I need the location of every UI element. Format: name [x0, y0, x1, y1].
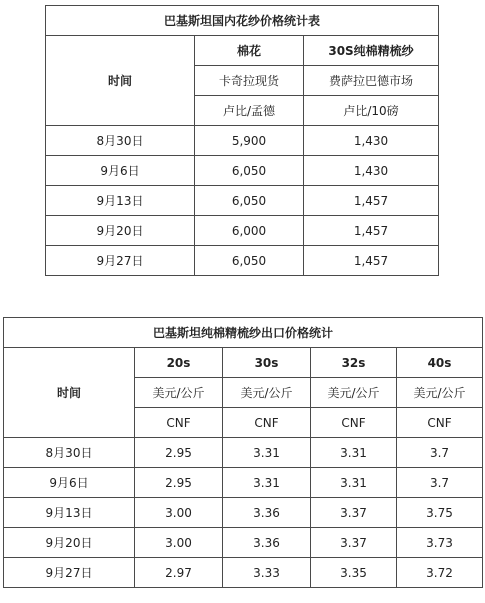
- cotton-price-cell: 6,050: [195, 186, 304, 216]
- yarn-price-cell: 1,457: [304, 246, 439, 276]
- terms-cell: CNF: [311, 408, 397, 438]
- date-cell: 9月20日: [4, 528, 135, 558]
- table-row: [46, 186, 439, 216]
- unit-cell: 美元/公斤: [311, 378, 397, 408]
- cotton-price-cell: 5,900: [195, 126, 304, 156]
- domestic-price-table: [45, 5, 439, 276]
- date-cell: 9月27日: [4, 558, 135, 588]
- count-header-40s: 40s: [397, 348, 483, 378]
- price-cell: 3.36: [223, 498, 311, 528]
- table-row: [4, 528, 483, 558]
- terms-cell: CNF: [223, 408, 311, 438]
- table-row: [46, 126, 439, 156]
- table-row: [4, 558, 483, 588]
- table-row: [4, 498, 483, 528]
- table-row: [4, 438, 483, 468]
- yarn-unit: 卢比/10磅: [304, 96, 439, 126]
- table-row: [4, 468, 483, 498]
- price-cell: 2.97: [135, 558, 223, 588]
- unit-cell: 美元/公斤: [135, 378, 223, 408]
- date-cell: 9月27日: [46, 246, 195, 276]
- yarn-header: 30S纯棉精梳纱: [304, 36, 439, 66]
- price-cell: 3.35: [311, 558, 397, 588]
- price-cell: 3.37: [311, 498, 397, 528]
- price-cell: 3.36: [223, 528, 311, 558]
- terms-cell: CNF: [135, 408, 223, 438]
- price-cell: 3.33: [223, 558, 311, 588]
- count-header-20s: 20s: [135, 348, 223, 378]
- date-cell: 9月13日: [46, 186, 195, 216]
- time-header: 时间: [4, 348, 135, 438]
- date-cell: 9月6日: [46, 156, 195, 186]
- cotton-header: 棉花: [195, 36, 304, 66]
- cotton-unit: 卢比/孟德: [195, 96, 304, 126]
- price-cell: 3.75: [397, 498, 483, 528]
- price-cell: 3.00: [135, 528, 223, 558]
- cotton-price-cell: 6,000: [195, 216, 304, 246]
- table-title: 巴基斯坦纯棉精梳纱出口价格统计: [4, 318, 483, 348]
- yarn-price-cell: 1,430: [304, 156, 439, 186]
- cotton-market: 卡奇拉现货: [195, 66, 304, 96]
- unit-cell: 美元/公斤: [223, 378, 311, 408]
- price-cell: 3.7: [397, 468, 483, 498]
- price-cell: 3.72: [397, 558, 483, 588]
- price-cell: 3.00: [135, 498, 223, 528]
- price-cell: 3.31: [311, 438, 397, 468]
- count-header-32s: 32s: [311, 348, 397, 378]
- table-row: [46, 246, 439, 276]
- price-cell: 3.73: [397, 528, 483, 558]
- unit-cell: 美元/公斤: [397, 378, 483, 408]
- cotton-price-cell: 6,050: [195, 156, 304, 186]
- price-cell: 2.95: [135, 468, 223, 498]
- yarn-price-cell: 1,430: [304, 126, 439, 156]
- time-header: 时间: [46, 36, 195, 126]
- yarn-price-cell: 1,457: [304, 216, 439, 246]
- date-cell: 9月13日: [4, 498, 135, 528]
- date-cell: 9月6日: [4, 468, 135, 498]
- count-header-30s: 30s: [223, 348, 311, 378]
- export-price-table: [3, 317, 483, 588]
- price-cell: 3.31: [223, 468, 311, 498]
- date-cell: 8月30日: [4, 438, 135, 468]
- yarn-price-cell: 1,457: [304, 186, 439, 216]
- yarn-market: 费萨拉巴德市场: [304, 66, 439, 96]
- date-cell: 8月30日: [46, 126, 195, 156]
- table-row: [46, 156, 439, 186]
- price-cell: 3.37: [311, 528, 397, 558]
- table-title: 巴基斯坦国内花纱价格统计表: [46, 6, 439, 36]
- price-cell: 3.31: [311, 468, 397, 498]
- table-row: [46, 216, 439, 246]
- date-cell: 9月20日: [46, 216, 195, 246]
- price-cell: 2.95: [135, 438, 223, 468]
- price-cell: 3.7: [397, 438, 483, 468]
- price-cell: 3.31: [223, 438, 311, 468]
- cotton-price-cell: 6,050: [195, 246, 304, 276]
- terms-cell: CNF: [397, 408, 483, 438]
